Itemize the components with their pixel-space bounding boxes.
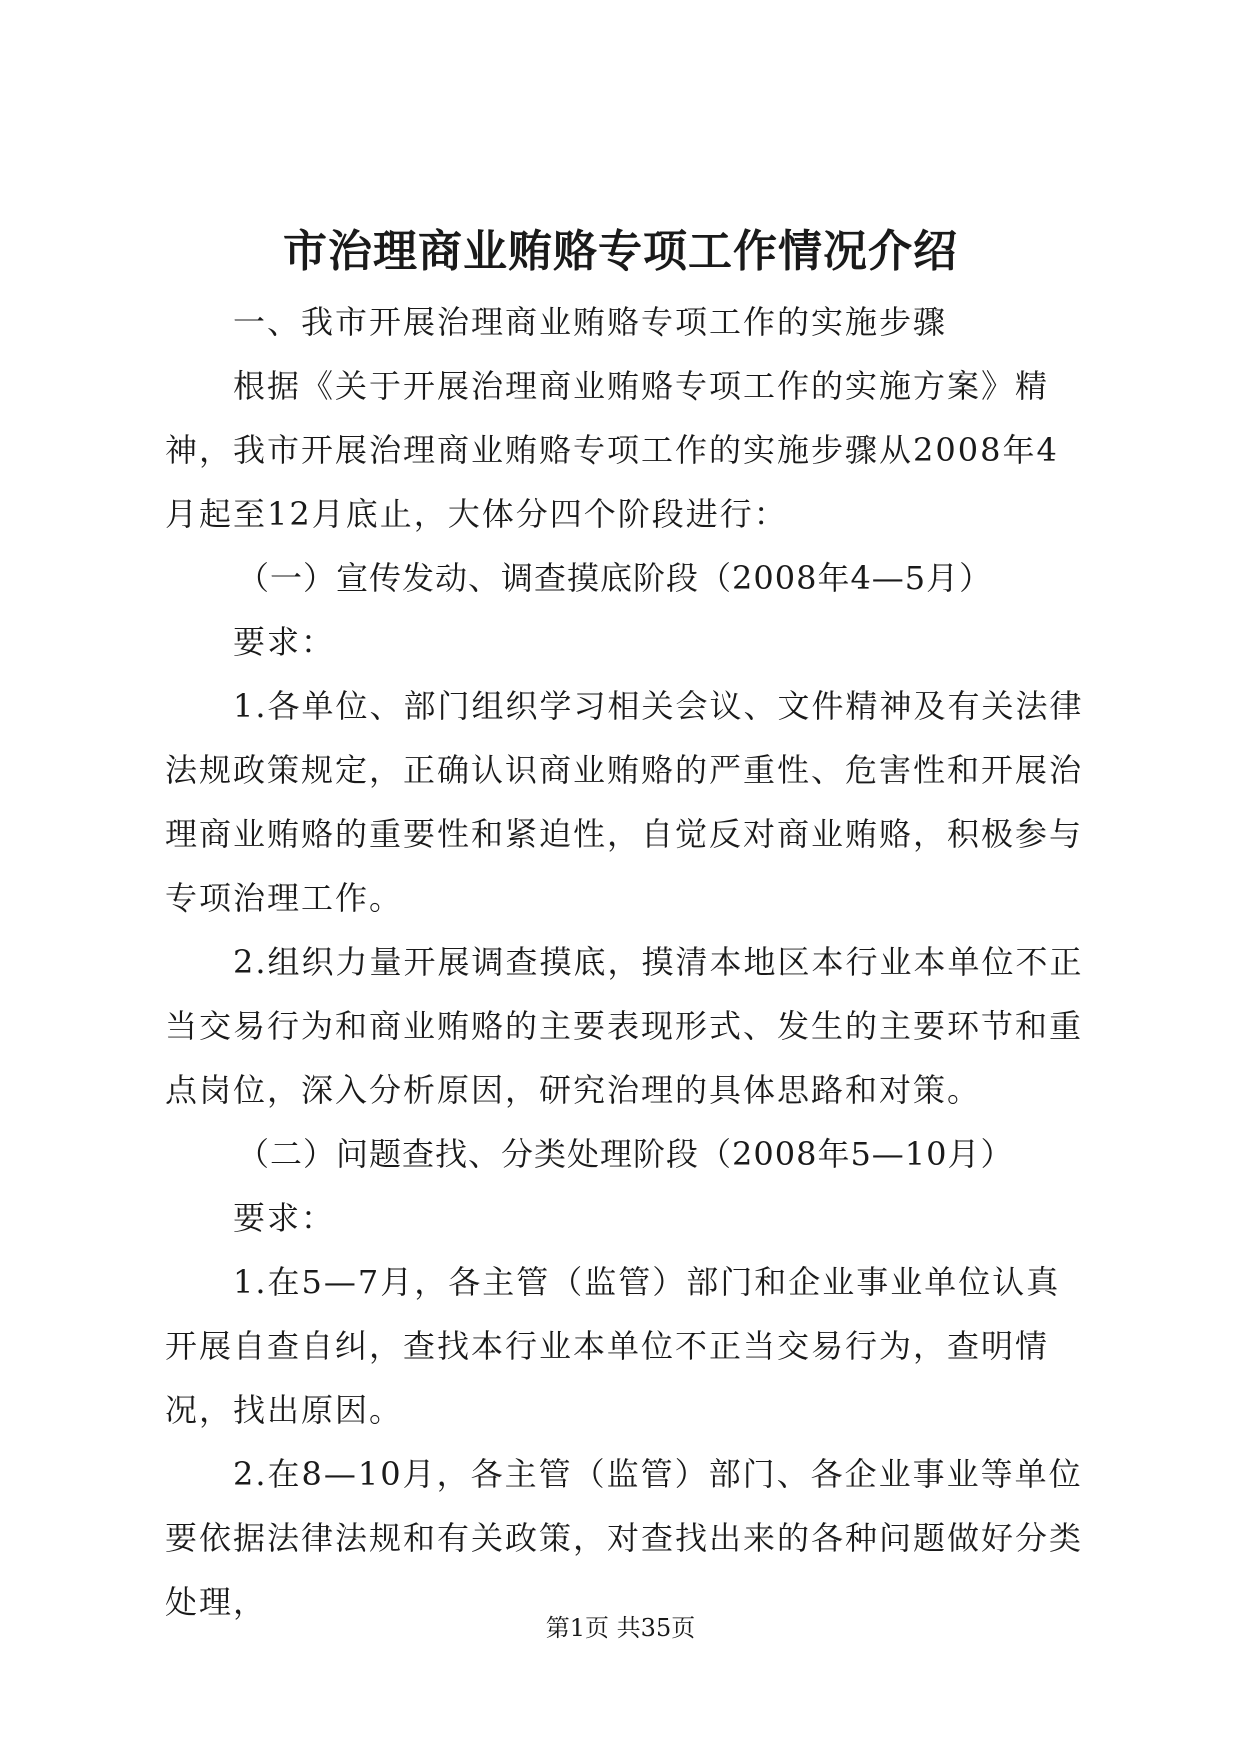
document-title: 市治理商业贿赂专项工作情况介绍 (283, 226, 958, 277)
requirements-label: 要求： (233, 623, 336, 661)
requirements-label: 要求： (233, 1199, 336, 1237)
section-heading: 一、我市开展治理商业贿赂专项工作的实施步骤 (233, 303, 948, 341)
page-number: 第1页 共35页 (545, 1614, 696, 1642)
subsection-heading: （一）宣传发动、调查摸底阶段（2008年4—5月） (237, 559, 993, 597)
paragraph: 1.各单位、部门组织学习相关会议、文件精神及有关法律法规政策规定，正确认识商业贿赂的严重性、危害性和开展治理商业贿赂的重要性和紧迫性，自觉反对商业贿赂，积极参与专项治理工作。 (165, 687, 1084, 917)
paragraph: 2.组织力量开展调查摸底，摸清本地区本行业本单位不正当交易行为和商业贿赂的主要表现形式、发生的主要环节和重点岗位，深入分析原因，研究治理的具体思路和对策。 (165, 943, 1084, 1109)
paragraph: 1.在5—7月，各主管（监管）部门和企业事业单位认真开展自查自纠，查找本行业本单位不正当交易行为，查明情况，找出原因。 (165, 1263, 1061, 1429)
paragraph: 2.在8—10月，各主管（监管）部门、各企业事业等单位要依据法律法规和有关政策，对查找出来的各种问题做好分类处理， (165, 1455, 1084, 1621)
paragraph: 根据《关于开展治理商业贿赂专项工作的实施方案》精神，我市开展治理商业贿赂专项工作的实施步骤从2008年4月起至12月底止，大体分四个阶段进行： (165, 367, 1059, 533)
document-body (165, 290, 1085, 1634)
subsection-heading: （二）问题查找、分类处理阶段（2008年5—10月） (237, 1135, 1014, 1173)
